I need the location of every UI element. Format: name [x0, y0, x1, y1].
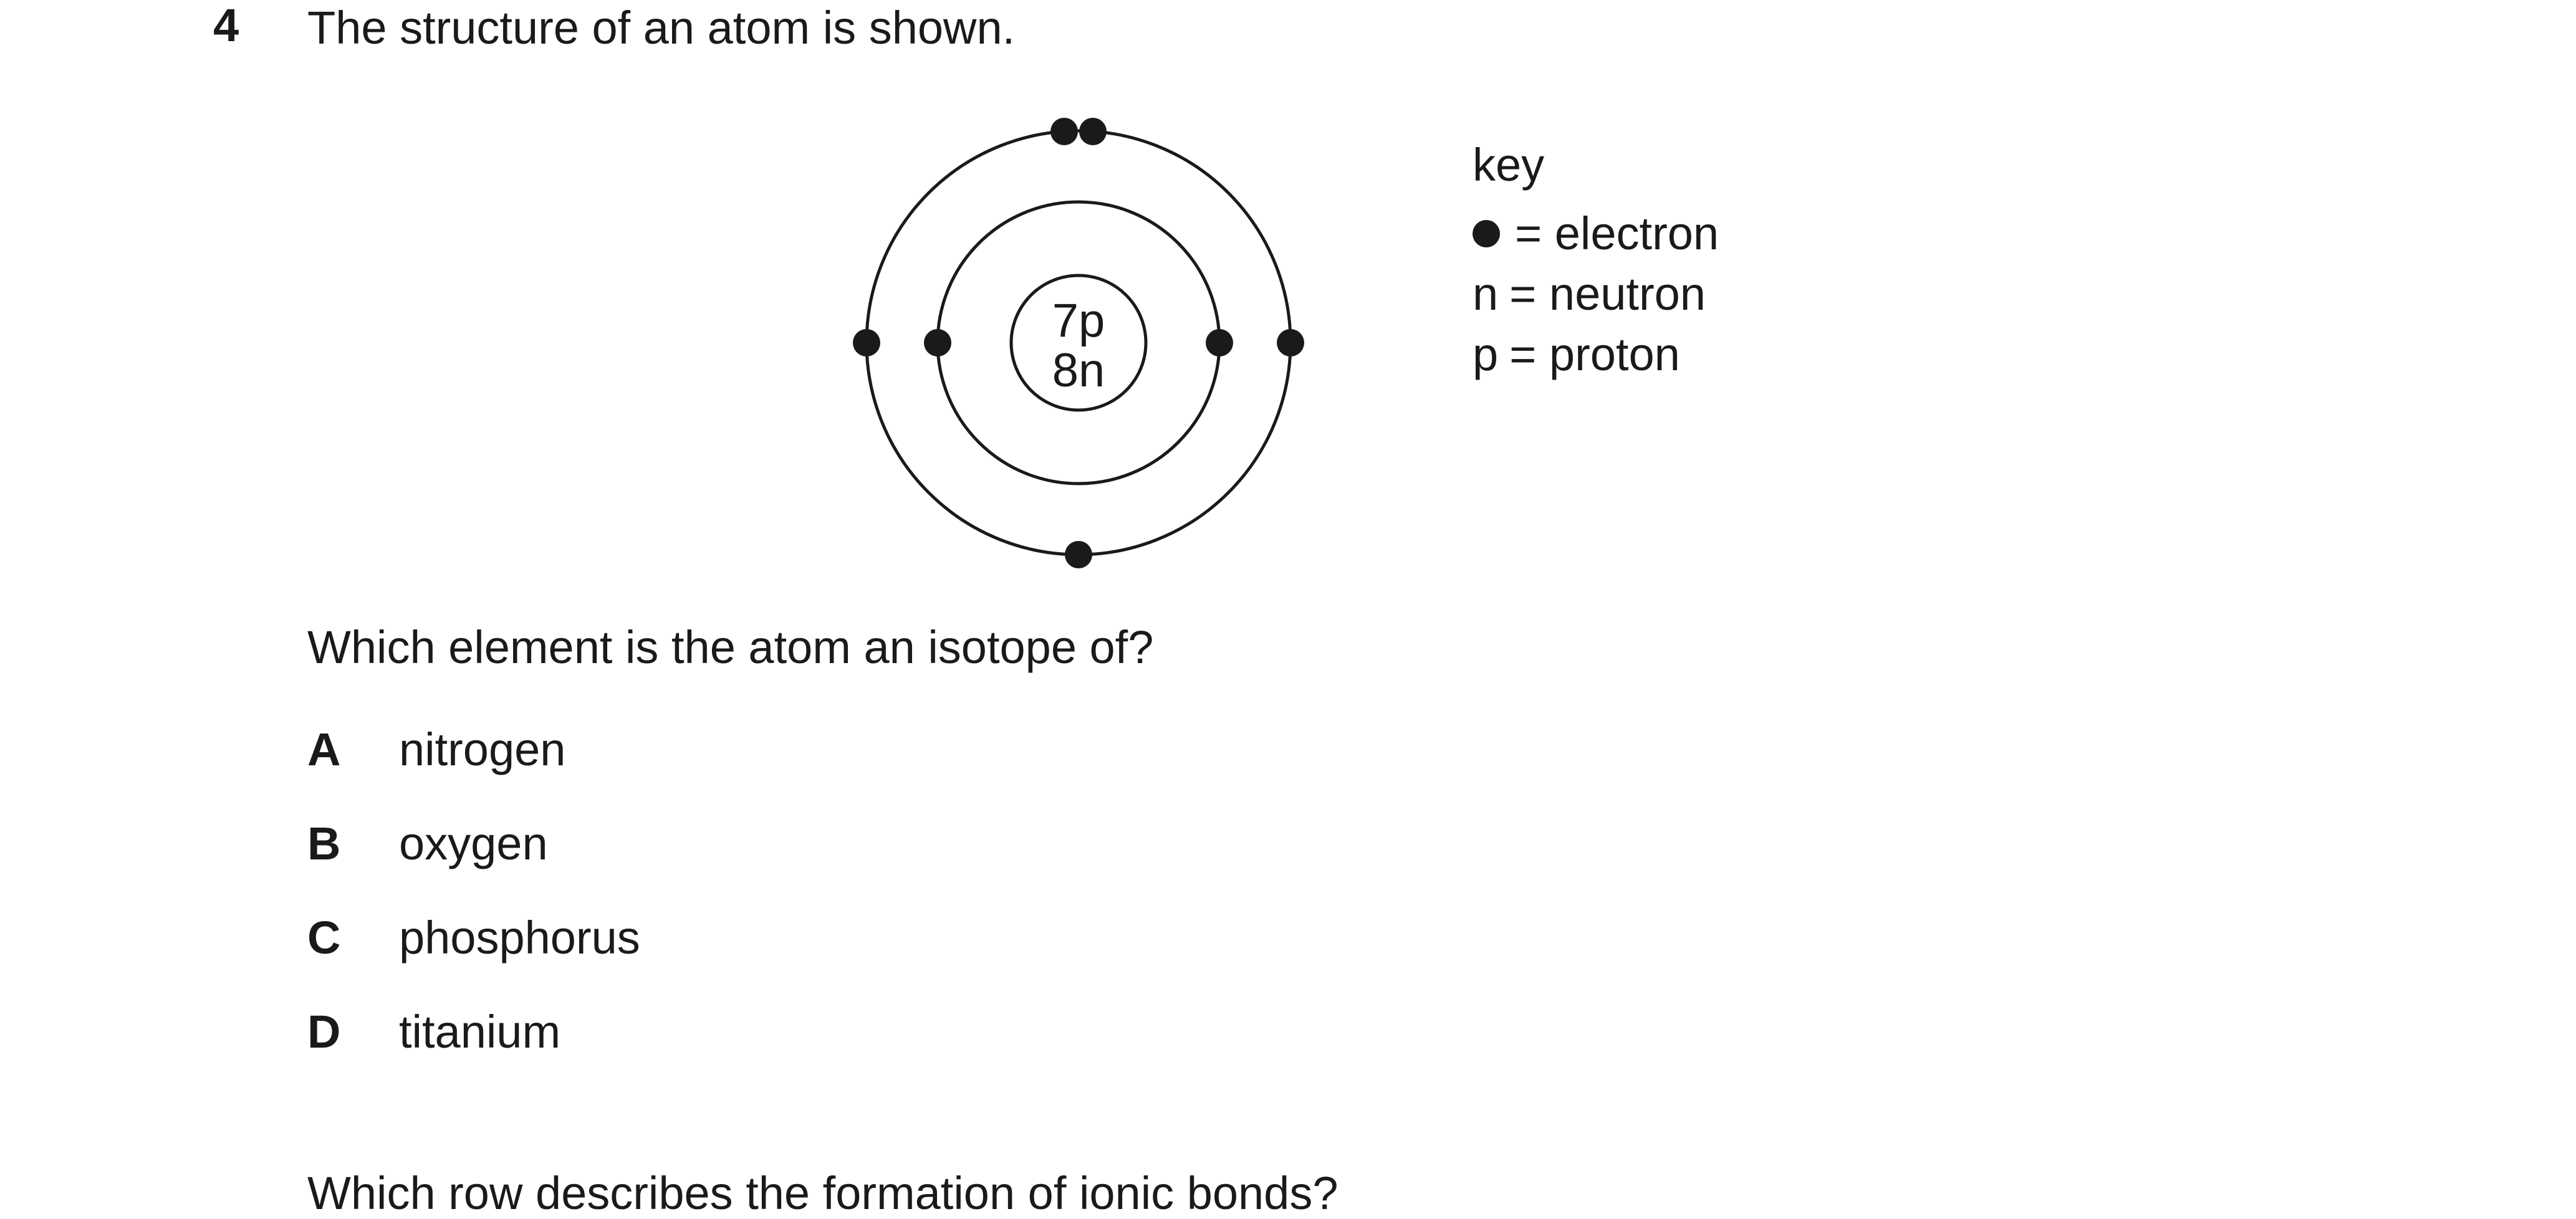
outer-electron-top-right	[1079, 118, 1107, 145]
key-meaning-electron: = electron	[1515, 207, 1719, 259]
answer-options	[307, 724, 640, 1103]
question-prompt: Which element is the atom an isotope of?	[307, 621, 1154, 673]
key-title: key	[1473, 139, 1545, 191]
nucleus-neutrons: 8n	[1052, 344, 1105, 397]
option-text: oxygen	[399, 818, 548, 869]
option-c[interactable]	[307, 912, 640, 1009]
outer-electron-top-left	[1050, 118, 1078, 145]
key	[1473, 139, 1719, 385]
key-symbol-proton: p	[1473, 328, 1499, 380]
option-letter: A	[307, 724, 341, 775]
outer-electron-left	[853, 329, 880, 356]
next-question-partial: Which row describes the formation of ionic bonds?	[307, 1167, 1338, 1219]
nucleus-protons: 7p	[1052, 294, 1105, 347]
outer-electron-bottom	[1065, 541, 1092, 568]
outer-electron-right	[1277, 329, 1304, 356]
key-row-neutron	[1473, 264, 1719, 324]
question-stem: The structure of an atom is shown.	[307, 2, 1016, 54]
option-letter: C	[307, 912, 341, 963]
question-number: 4	[213, 0, 239, 51]
atom-svg	[829, 100, 1328, 573]
inner-electron-left	[924, 329, 951, 356]
electron-dot-icon	[1473, 220, 1500, 247]
key-row-electron	[1473, 203, 1719, 264]
key-symbol-neutron: n	[1473, 267, 1499, 320]
key-meaning-proton: = proton	[1509, 328, 1680, 380]
inner-electron-right	[1206, 329, 1233, 356]
option-text: titanium	[399, 1006, 561, 1058]
atom-diagram	[829, 100, 1328, 573]
option-text: phosphorus	[399, 912, 640, 963]
option-letter: B	[307, 818, 341, 869]
key-meaning-neutron: = neutron	[1509, 267, 1706, 320]
key-row-proton	[1473, 324, 1719, 385]
option-a[interactable]	[307, 724, 640, 821]
option-d[interactable]	[307, 1006, 640, 1103]
option-text: nitrogen	[399, 724, 566, 775]
option-letter: D	[307, 1006, 341, 1058]
option-b[interactable]	[307, 818, 640, 915]
